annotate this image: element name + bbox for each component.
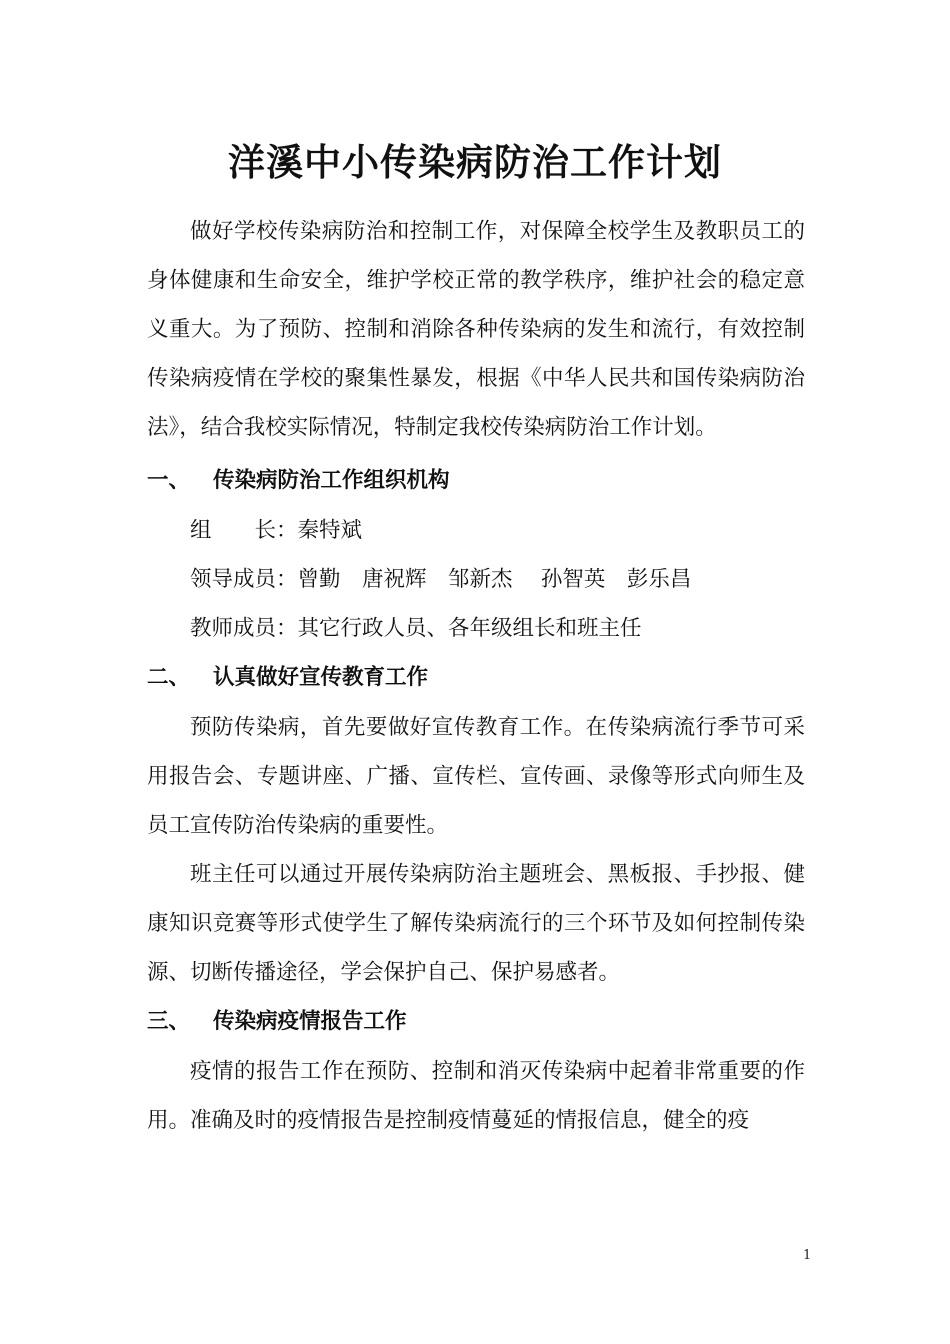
org-teachers-line: 教师成员：其它行政人员、各年级组长和班主任: [190, 616, 642, 641]
document-body: [147, 207, 805, 1145]
section-paragraph: 疫情的报告工作在预防、控制和消灭传染病中起着非常重要的作用。准确及时的疫情报告是控制疫情蔓延的情报信息，健全的疫: [147, 1059, 805, 1133]
section-paragraph: 班主任可以通过开展传染病防治主题班会、黑板报、手抄报、健康知识竞赛等形式使学生了解传染病流行的三个环节及如何控制传染源、切断传播途径，学会保护自己、保护易感者。: [147, 862, 805, 985]
org-leader-line: 组 长：秦特斌: [190, 518, 363, 543]
section-number: 二、: [147, 665, 191, 690]
section-title: 传染病防治工作组织机构: [213, 468, 450, 493]
section-title: 认真做好宣传教育工作: [213, 665, 429, 690]
org-members-line: 领导成员：曾勤 唐祝辉 邹新杰 孙智英 彭乐昌: [190, 567, 692, 592]
section-number: 一、: [147, 468, 191, 493]
document-title: 洋溪中小传染病防治工作计划: [228, 141, 722, 184]
section-heading-1: [147, 456, 805, 506]
section-title: 传染病疫情报告工作: [213, 1009, 407, 1034]
section-paragraph: 预防传染病，首先要做好宣传教育工作。在传染病流行季节可采用报告会、专题讲座、广播、宣传栏、宣传画、录像等形式向师生及员工宣传防治传染病的重要性。: [147, 715, 805, 838]
section-heading-2: [147, 653, 805, 703]
intro-paragraph: 做好学校传染病防治和控制工作，对保障全校学生及教职员工的身体健康和生命安全，维护学校正常的教学秩序，维护社会的稳定意义重大。为了预防、控制和消除各种传染病的发生和流行，有效控制传染病疫情在学校的聚集性暴发，根据《中华人民共和国传染病防治法》，结合我校实际情况，特制定我校传染病防治工作计划。: [147, 219, 805, 440]
page-number: 1: [803, 1248, 812, 1263]
section-number: 三、: [147, 1009, 191, 1034]
section-heading-3: [147, 997, 805, 1047]
